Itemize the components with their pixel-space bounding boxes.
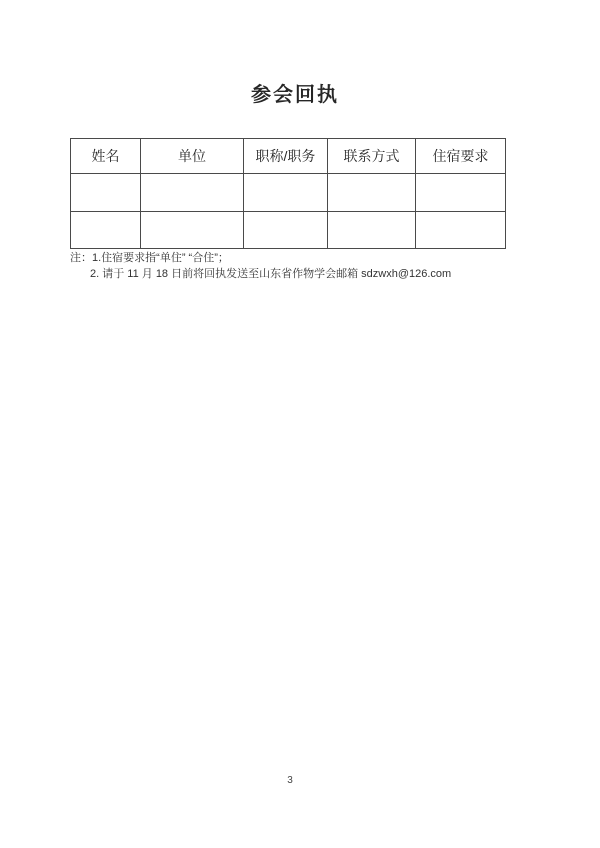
- table-cell: [71, 174, 141, 212]
- table-cell: [71, 212, 141, 249]
- document-title: 参会回执: [251, 84, 339, 106]
- header-cell-accommodation: 住宿要求: [416, 139, 506, 174]
- table-cell: [416, 212, 506, 249]
- header-cell-contact: 联系方式: [328, 139, 416, 174]
- page-number: 3: [287, 775, 293, 786]
- table-cell: [244, 174, 328, 212]
- footnote-accommodation: 注：1.住宿要求指“单住” “合住”；: [70, 252, 229, 264]
- header-cell-organization: 单位: [141, 139, 244, 174]
- reply-table: [70, 138, 506, 249]
- table-row: [71, 174, 506, 212]
- header-cell-title-position: 职称/职务: [244, 139, 328, 174]
- table-cell: [328, 212, 416, 249]
- table-cell: [141, 174, 244, 212]
- table-cell: [416, 174, 506, 212]
- table-cell: [141, 212, 244, 249]
- footnote-deadline-email: 2. 请于 11 月 18 日前将回执发送至山东省作物学会邮箱 sdzwxh@126.com: [90, 268, 452, 280]
- footnotes: [70, 250, 530, 282]
- header-cell-name: 姓名: [71, 139, 141, 174]
- table-cell: [328, 174, 416, 212]
- table-cell: [244, 212, 328, 249]
- table-header-row: [71, 139, 506, 174]
- table-row: [71, 212, 506, 249]
